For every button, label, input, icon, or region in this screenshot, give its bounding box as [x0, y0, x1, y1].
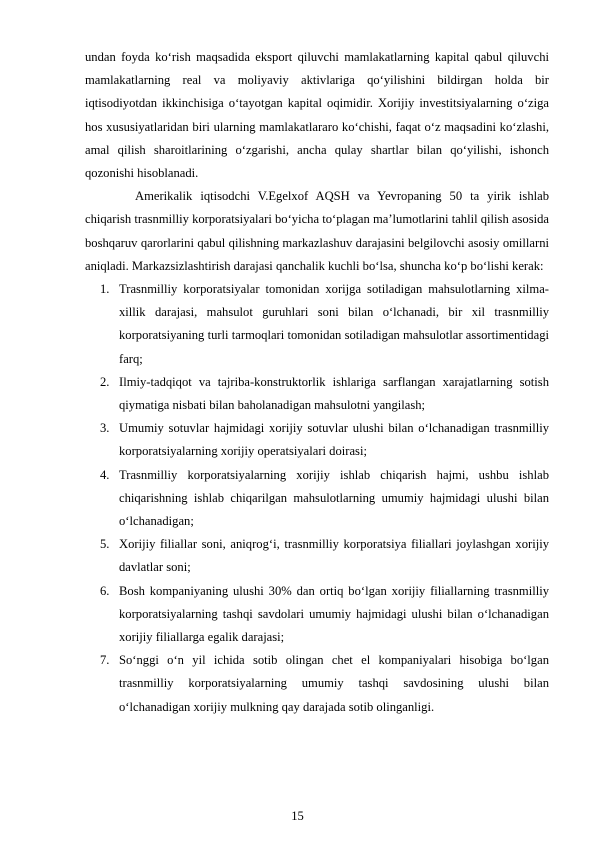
list-text: Trasnmilliy korporatsiyalarning xorijiy ishlab chiqarish hajmi, ushbu ishlab chiqarishning ishlab chiqarilgan mahsulotlarning umumiy hajmidagi ulushi bilan o‘lchanadigan; — [119, 467, 549, 529]
list-item — [85, 464, 549, 534]
list-text: Ilmiy-tadqiqot va tajriba-konstruktorlik ishlariga sarflangan xarajatlarning sotish qiymatiga nisbati bilan baholanadigan mahsulotni yangilash; — [119, 374, 549, 413]
list-item — [85, 278, 549, 371]
list-number: 2. — [100, 374, 110, 389]
list-text: Xorijiy filiallar soni, aniqrog‘i, trasnmilliy korporatsiya filiallari joylashgan xorijiy davlatlar soni; — [119, 537, 549, 575]
list-number: 1. — [100, 282, 110, 297]
list-text: Umumiy sotuvlar hajmidagi xorijiy sotuvlar ulushi bilan o‘lchanadigan trasnmilliy korporatsiyalarning xorijiy operatsiyalari doirasi; — [119, 421, 549, 459]
list-text: Trasnmilliy korporatsiyalar tomonidan xorijga sotiladigan mahsulotlarning xilma-xillik darajasi, mahsulot guruhlari soni bilan o‘lchanadi, bir xil trasnmilliy korporatsiyaning turli tarmoqlari tomonidan sotiladigan mahsulotlar assortimentidagi farq; — [119, 282, 549, 366]
list-number: 7. — [100, 653, 110, 668]
list-number: 4. — [100, 467, 110, 482]
list-item — [85, 649, 549, 719]
paragraph-intro: undan foyda ko‘rish maqsadida eksport qiluvchi mamlakatlarning kapital qabul qiluvchi mamlakatlarning real va moliyaviy aktivlariga qo‘yilishini bildirgan holda bir iqtisodiyotdan ikkinchisiga o‘tayotgan kapital oqimidir. Xorijiy investitsiyalarning o‘ziga hos xususiyatlaridan biri ularning mamlakatlararo ko‘chishi, faqat o‘z maqsadini ko‘zlashi, amal qilish sharoitlarining o‘zgarishi, ancha qulay shartlar bilan qo‘yilishi, ishonch qozonishi hisoblanadi. — [85, 50, 549, 181]
factors-list — [85, 278, 549, 719]
list-number: 3. — [100, 421, 110, 436]
list-text: Bosh kompaniyaning ulushi 30% dan ortiq bo‘lgan xorijiy filiallarning trasnmilliy korporatsiyalarning tashqi savdolari umumiy hajmidagi ulushi bilan o‘lchanadigan xorijiy filiallarga egalik darajasi; — [119, 583, 549, 645]
list-number: 5. — [100, 537, 110, 552]
list-number: 6. — [100, 583, 110, 598]
page-number: 15 — [291, 809, 304, 823]
list-item — [85, 371, 549, 417]
list-item — [85, 533, 549, 579]
document-page — [85, 46, 549, 719]
list-item — [85, 417, 549, 463]
list-item — [85, 580, 549, 650]
list-text: So‘nggi o‘n yil ichida sotib olingan chet el kompaniyalari hisobiga bo‘lgan trasnmilliy korporatsiyalarning umumiy tashqi savdosining ulushi bilan o‘lchanadigan xorijiy mulkning qay darajada sotib olinganligi. — [119, 653, 549, 714]
paragraph-egelxof: Amerikalik iqtisodchi V.Egelxof AQSH va Yevropaning 50 ta yirik ishlab chiqarish trasnmilliy korporatsiyalari bo‘yicha to‘plagan ma’lumotlarini tahlil qilish asosida boshqaruv qarorlarini qabul qilishning markazlashuv darajasini belgilovchi asosiy omillarni aniqladi. Markazsizlashtirish darajasi qanchalik kuchli bo‘lsa, shuncha ko‘p bo‘lishi kerak: — [85, 189, 549, 273]
